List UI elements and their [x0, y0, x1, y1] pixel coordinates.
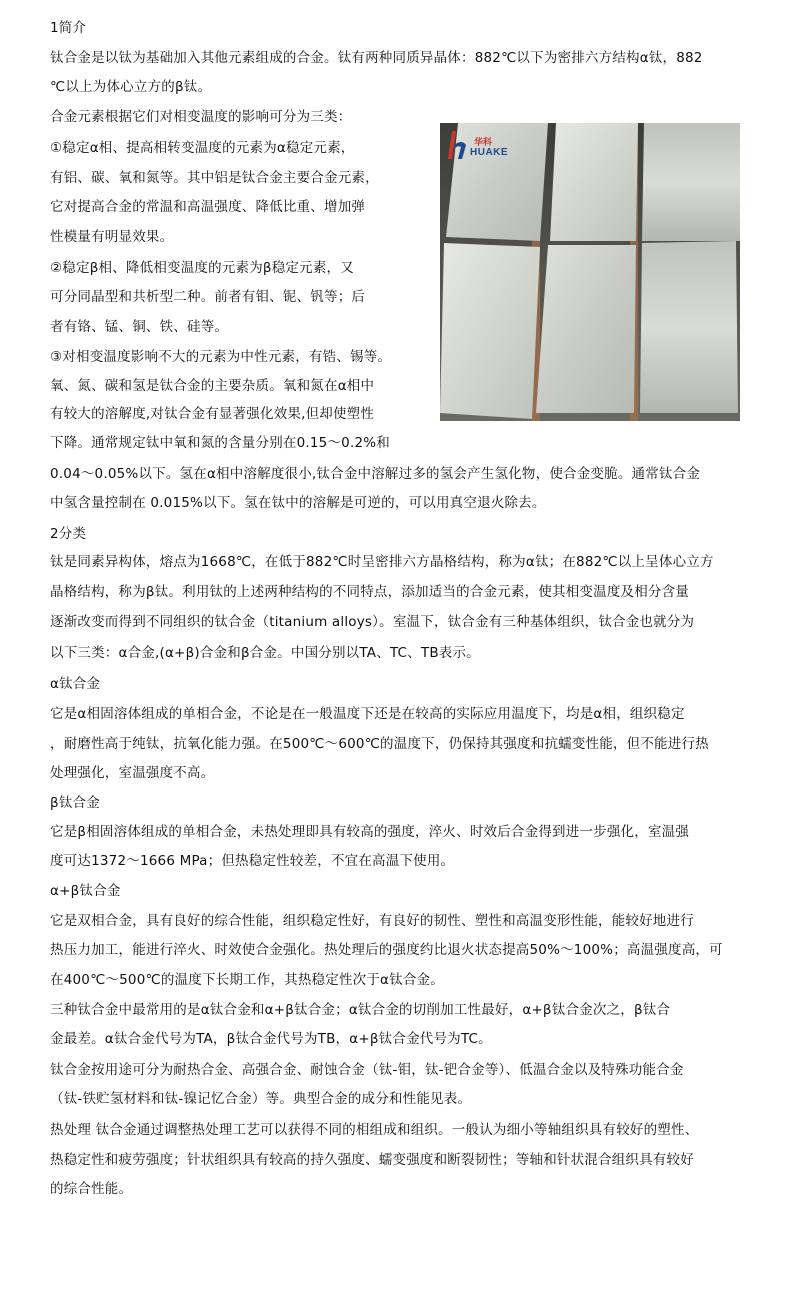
text-line: 度可达1372～1666 MPa；但热稳定性较差，不宜在高温下使用。	[50, 853, 455, 869]
text-line: 热压力加工，能进行淬火、时效使合金强化。热处理后的强度约比退火状态提高50%～100%；高温强度高，可	[50, 942, 723, 958]
titanium-plates-photo	[440, 123, 740, 421]
text-line: 可分同晶型和共析型二种。前者有钼、铌、钒等；后	[50, 289, 366, 305]
text-line: 金最差。α钛合金代号为TA，β钛合金代号为TB，α+β钛合金代号为TC。	[50, 1031, 492, 1047]
text-line: 下降。通常规定钛中氧和氮的含量分别在0.15～0.2%和	[50, 435, 390, 451]
text-line: 钛合金是以钛为基础加入其他元素组成的合金。钛有两种同质异晶体：882℃以下为密排六方结构α钛，882	[50, 50, 703, 66]
text-line: 逐渐改变而得到不同组织的钛合金（titanium alloys）。室温下，钛合金有三种基体组织，钛合金也就分为	[50, 614, 695, 630]
text-line: 三种钛合金中最常用的是α钛合金和α+β钛合金；α钛合金的切削加工性最好，α+β钛合金次之，β钛合	[50, 1002, 671, 1018]
text-line: 有铝、碳、氧和氮等。其中铝是钛合金主要合金元素，	[50, 170, 379, 186]
text-line: 2分类	[50, 526, 87, 542]
text-line: 热处理 钛合金通过调整热处理工艺可以获得不同的相组成和组织。一般认为细小等轴组织具有较好的塑性、	[50, 1122, 699, 1138]
text-line: 1简介	[50, 20, 87, 36]
text-line: ，耐磨性高于纯钛，抗氧化能力强。在500℃～600℃的温度下，仍保持其强度和抗蠕变性能，但不能进行热	[50, 736, 709, 752]
huake-h-icon	[446, 129, 470, 163]
text-line: α钛合金	[50, 676, 101, 692]
text-line: （钛-铁贮氢材料和钛-镍记忆合金）等。典型合金的成分和性能见表。	[50, 1091, 472, 1107]
text-line: 它是α相固溶体组成的单相合金，不论是在一般温度下还是在较高的实际应用温度下，均是α相，组织稳定	[50, 706, 685, 722]
huake-logo	[446, 129, 542, 169]
logo-text-cn: 华科	[474, 138, 493, 148]
logo-text-en: HUAKE	[470, 147, 509, 158]
text-line: 钛合金按用途可分为耐热合金、高强合金、耐蚀合金（钛-钼，钛-钯合金等）、低温合金以及特殊功能合金	[50, 1062, 684, 1078]
text-line: 中氢含量控制在 0.015%以下。氢在钛中的溶解是可逆的，可以用真空退火除去。	[50, 495, 546, 511]
text-line: 钛是同素异构体，熔点为1668℃，在低于882℃时呈密排六方晶格结构，称为α钛；在882℃以上呈体心立方	[50, 554, 714, 570]
text-line: 晶格结构，称为β钛。利用钛的上述两种结构的不同特点，添加适当的合金元素，使其相变温度及相分含量	[50, 584, 690, 600]
text-line: 性模量有明显效果。	[50, 229, 174, 245]
text-line: 合金元素根据它们对相变温度的影响可分为三类：	[50, 109, 352, 125]
text-line: ℃以上为体心立方的β钛。	[50, 79, 212, 95]
text-line: 它是β相固溶体组成的单相合金，未热处理即具有较高的强度，淬火、时效后合金得到进一步强化，室温强	[50, 824, 690, 840]
text-line: 者有铬、锰、铜、铁、硅等。	[50, 319, 229, 335]
text-line: 以下三类：α合金,(α+β)合金和β合金。中国分别以TA、TC、TB表示。	[50, 645, 480, 661]
text-line: ③对相变温度影响不大的元素为中性元素，有锆、锡等。	[50, 349, 392, 365]
text-line: 热稳定性和疲劳强度；针状组织具有较高的持久强度、蠕变强度和断裂韧性；等轴和针状混合组织具有较好	[50, 1152, 694, 1168]
text-line: 它是双相合金，具有良好的综合性能，组织稳定性好，有良好的韧性、塑性和高温变形性能，能较好地进行	[50, 913, 694, 929]
text-line: ①稳定α相、提高相转变温度的元素为α稳定元素，	[50, 140, 355, 156]
text-line: 的综合性能。	[50, 1181, 133, 1197]
text-line: 0.04～0.05%以下。氢在α相中溶解度很小,钛合金中溶解过多的氢会产生氢化物，使合金变脆。通常钛合金	[50, 466, 701, 482]
text-line: 它对提高合金的常温和高温强度、降低比重、增加弹	[50, 199, 366, 215]
text-line: 氧、氮、碳和氢是钛合金的主要杂质。氧和氮在α相中	[50, 378, 375, 394]
text-line: 处理强化，室温强度不高。	[50, 765, 215, 781]
text-line: ②稳定β相、降低相变温度的元素为β稳定元素，又	[50, 260, 354, 276]
text-line: 在400℃～500℃的温度下长期工作，其热稳定性次于α钛合金。	[50, 972, 444, 988]
text-line: β钛合金	[50, 795, 100, 811]
text-line: α+β钛合金	[50, 883, 121, 899]
text-line: 有较大的溶解度,对钛合金有显著强化效果,但却使塑性	[50, 406, 375, 422]
